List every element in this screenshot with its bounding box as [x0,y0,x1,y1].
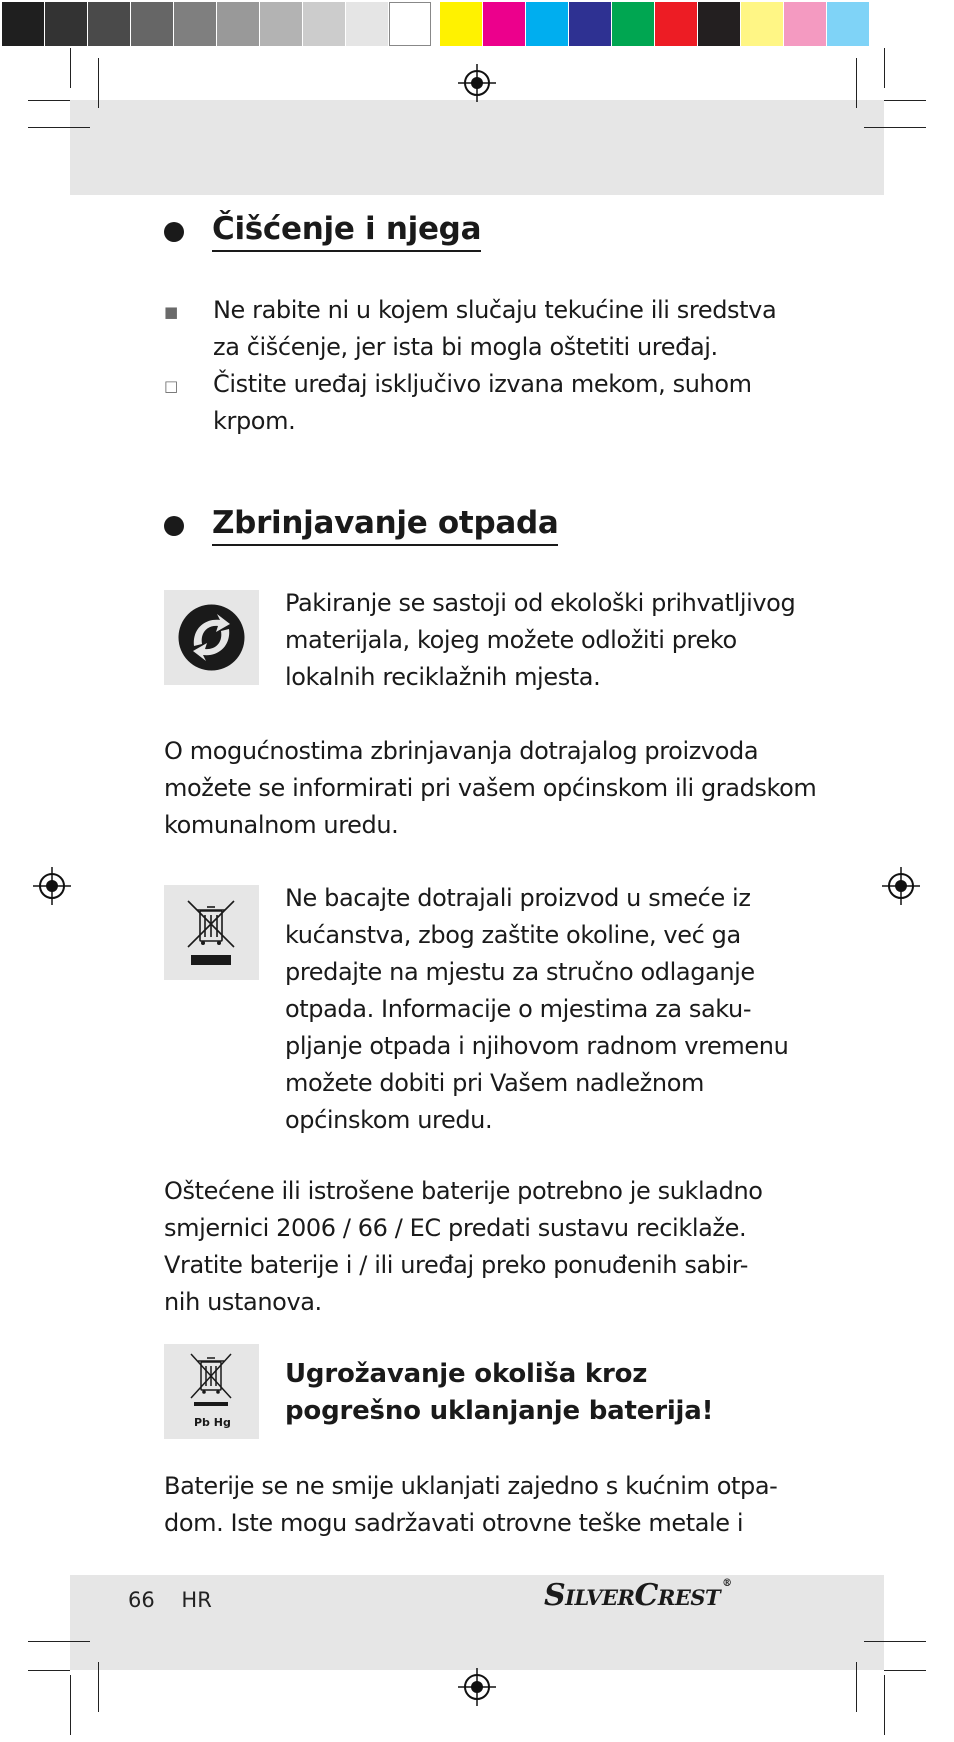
battery-disposal-icon [164,1344,259,1439]
page-number: 66 [128,1588,155,1612]
registration-mark-top-icon [458,64,496,102]
color-swatch [569,2,611,46]
color-swatch [698,2,740,46]
packaging-text: Pakiranje se sastoji od ekološki prihvatljivog materijala, kojeg možete odložiti preko lokalnih reciklažnih mjesta. [285,589,796,691]
page-footer [128,1588,232,1612]
color-swatch [346,2,388,46]
section-heading-cleaning [164,211,481,252]
section-title: Čišćenje i njega [212,211,481,252]
brand-name: SilverCrest [544,1578,721,1613]
color-swatch [612,2,654,46]
brand-logo [544,1578,732,1613]
list-item: Čistite uređaj isključivo izvana mekom, suhom krpom. [213,370,752,435]
color-swatch [827,2,869,46]
color-swatch [2,2,44,46]
household-waste-text: Ne bacajte dotrajali proizvod u smeće iz kućanstva, zbog zaštite okoline, već ga predajte na mjestu za stručno odlaganje otpada. Informacije o mjestima za saku- pljanje otpada i njihovom radnom vremenu možete dobiti pri Vašem nadležnom općinskom uredu. [285,884,789,1134]
recycling-symbol-icon [164,590,259,685]
trademark-symbol: ® [722,1578,732,1589]
color-swatch [784,2,826,46]
battery-icon-label: Pb Hg [194,1416,231,1429]
color-swatch [260,2,302,46]
registration-mark-right-icon [882,867,920,905]
heading-bullet-icon [164,516,184,536]
filled-square-bullet-icon: ■ [164,303,179,321]
color-swatch [88,2,130,46]
empty-square-bullet-icon: □ [164,377,179,395]
color-swatch [741,2,783,46]
color-swatch [45,2,87,46]
crossed-out-bin-icon [164,885,259,980]
color-swatch [440,2,482,46]
color-swatch [217,2,259,46]
list-item: Ne rabite ni u kojem slučaju tekućine ili sredstva za čišćenje, jer ista bi mogla oštetiti uređaj. [213,296,777,361]
color-swatch [303,2,345,46]
color-swatch [655,2,697,46]
color-swatch [483,2,525,46]
color-calibration-bar [0,0,954,50]
heading-bullet-icon [164,222,184,242]
color-swatch [131,2,173,46]
final-text: Baterije se ne smije uklanjati zajedno s kućnim otpa- dom. Iste mogu sadržavati otrovne teške metale i [164,1472,778,1537]
section-heading-disposal [164,505,558,546]
header-band [70,100,884,195]
registration-mark-left-icon [33,867,71,905]
warning-heading: Ugrožavanje okoliša kroz pogrešno uklanjanje baterija! [285,1359,714,1426]
color-swatch [526,2,568,46]
color-swatch [389,2,431,46]
color-swatch [174,2,216,46]
section-title: Zbrinjavanje otpada [212,505,558,546]
batteries-text: Oštećene ili istrošene baterije potrebno je sukladno smjernici 2006 / 66 / EC predati sustavu reciklaže. Vratite baterije i / ili uređaj preko ponuđenih sabir- nih ustanova. [164,1177,763,1316]
disposal-options-text: O mogućnostima zbrinjavanja dotrajalog proizvoda možete se informirati pri vašem općinskom ili gradskom komunalnom uredu. [164,737,817,839]
language-code: HR [181,1588,212,1612]
registration-mark-bottom-icon [458,1668,496,1706]
